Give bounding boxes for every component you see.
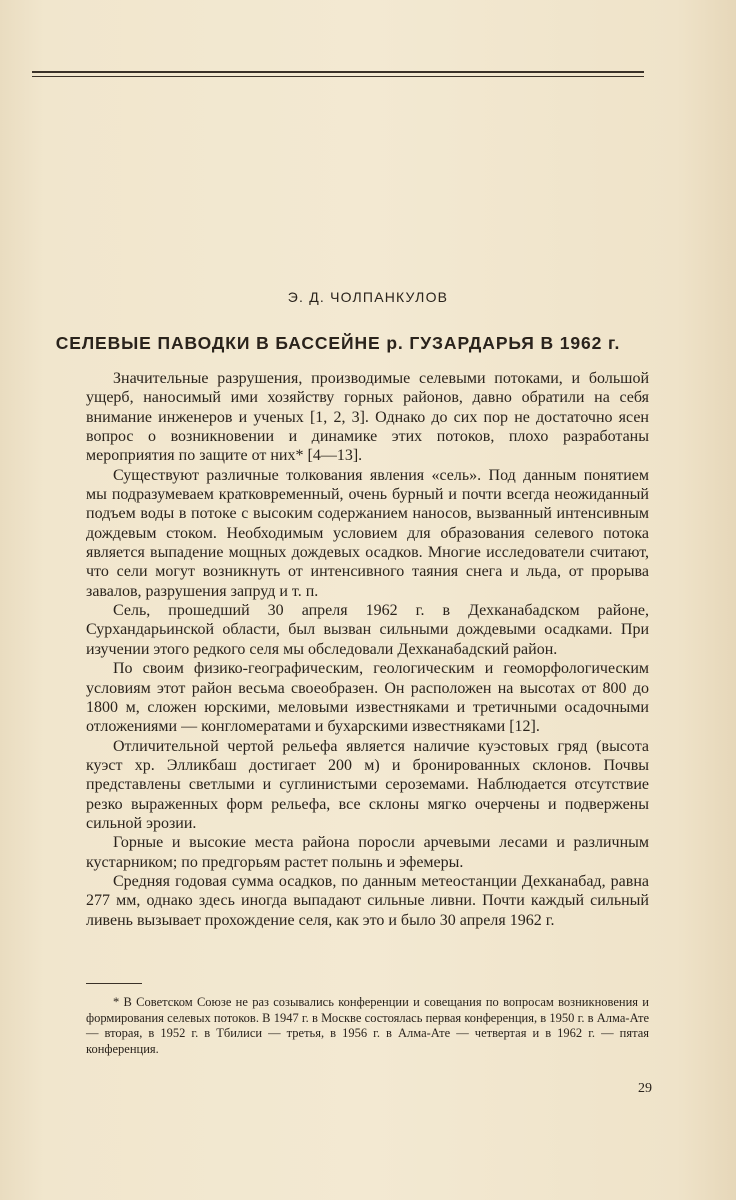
- article-body: [86, 369, 649, 930]
- paragraph: Отличительной чертой рельефа является наличие куэстовых гряд (высота куэст хр. Элликбаш достигает 200 м) и бронированных склонов. Почвы представлены светлыми и суглинистыми сероземами. Наблюдается отсутствие резко выраженных форм рельефа, все склоны мягко очерчены и подвержены сильной эрозии.: [86, 737, 649, 832]
- paragraph: Горные и высокие места района поросли арчевыми лесами и различным кустарником; по предгорьям растет полынь и эфемеры.: [86, 834, 649, 871]
- paragraph: Значительные разрушения, производимые селевыми потоками, и большой ущерб, наносимый ими хозяйству горных районов, давно обратили на себя внимание инженеров и ученых [1, 2, 3]. Однако до сих пор не достаточно ясен вопрос о возникновении и динамике этих потоков, плохо разработаны мероприятия по защите от них* [4—13].: [86, 370, 649, 465]
- article-title: СЕЛЕВЫЕ ПАВОДКИ В БАССЕЙНЕ р. ГУЗАРДАРЬЯ В 1962 г.: [55, 333, 621, 353]
- paragraph: Средняя годовая сумма осадков, по данным метеостанции Дехканабад, равна 277 мм, однако здесь иногда выпадают сильные ливни. Почти каждый сильный ливень вызывает прохождение селя, как это и было 30 апреля 1962 г.: [86, 872, 649, 929]
- header-rule-thin: [32, 76, 644, 77]
- footnote-text: * В Советском Союзе не раз созывались конференции и совещания по вопросам возникновения и формирования селевых потоков. В 1947 г. в Москве состоялась первая конференция, в 1950 г. в Алма-Ате — вторая, в 1952 г. в Тбилиси — третья, в 1956 г. в Алма-Ате — четвертая и в 1962 г. — пятая конференция.: [86, 995, 649, 1056]
- paragraph: По своим физико-географическим, геологическим и геоморфологическим условиям этот район весьма своеобразен. Он расположен на высотах от 800 до 1800 м, сложен юрскими, меловыми известняками и третичными осадочными отложениями — конгломератами и бухарскими известняками [12].: [86, 660, 649, 736]
- author-name: Э. Д. ЧОЛПАНКУЛОВ: [287, 289, 449, 305]
- footnote-rule: [86, 983, 142, 984]
- paragraph: Существуют различные толкования явления «сель». Под данным понятием мы подразумеваем кратковременный, очень бурный и почти всегда неожиданный подъем воды в потоке с высоким содержанием наносов, вызванный интенсивным дождевым стоком. Необходимым условием для образования селевого потока является выпадение мощных дождевых осадков. Многие исследователи считают, что сели могут возникнуть от интенсивного таяния снега и льда, от прорыва завалов, разрушения запруд и т. п.: [86, 466, 649, 600]
- page-number: 29: [638, 1081, 652, 1096]
- footnote: [86, 995, 649, 1057]
- header-rule: [32, 71, 644, 73]
- paragraph: Сель, прошедший 30 апреля 1962 г. в Дехканабадском районе, Сурхандарьинской области, был вызван сильными дождевыми осадками. При изучении этого редкого селя мы обследовали Дехканабадский район.: [86, 602, 649, 658]
